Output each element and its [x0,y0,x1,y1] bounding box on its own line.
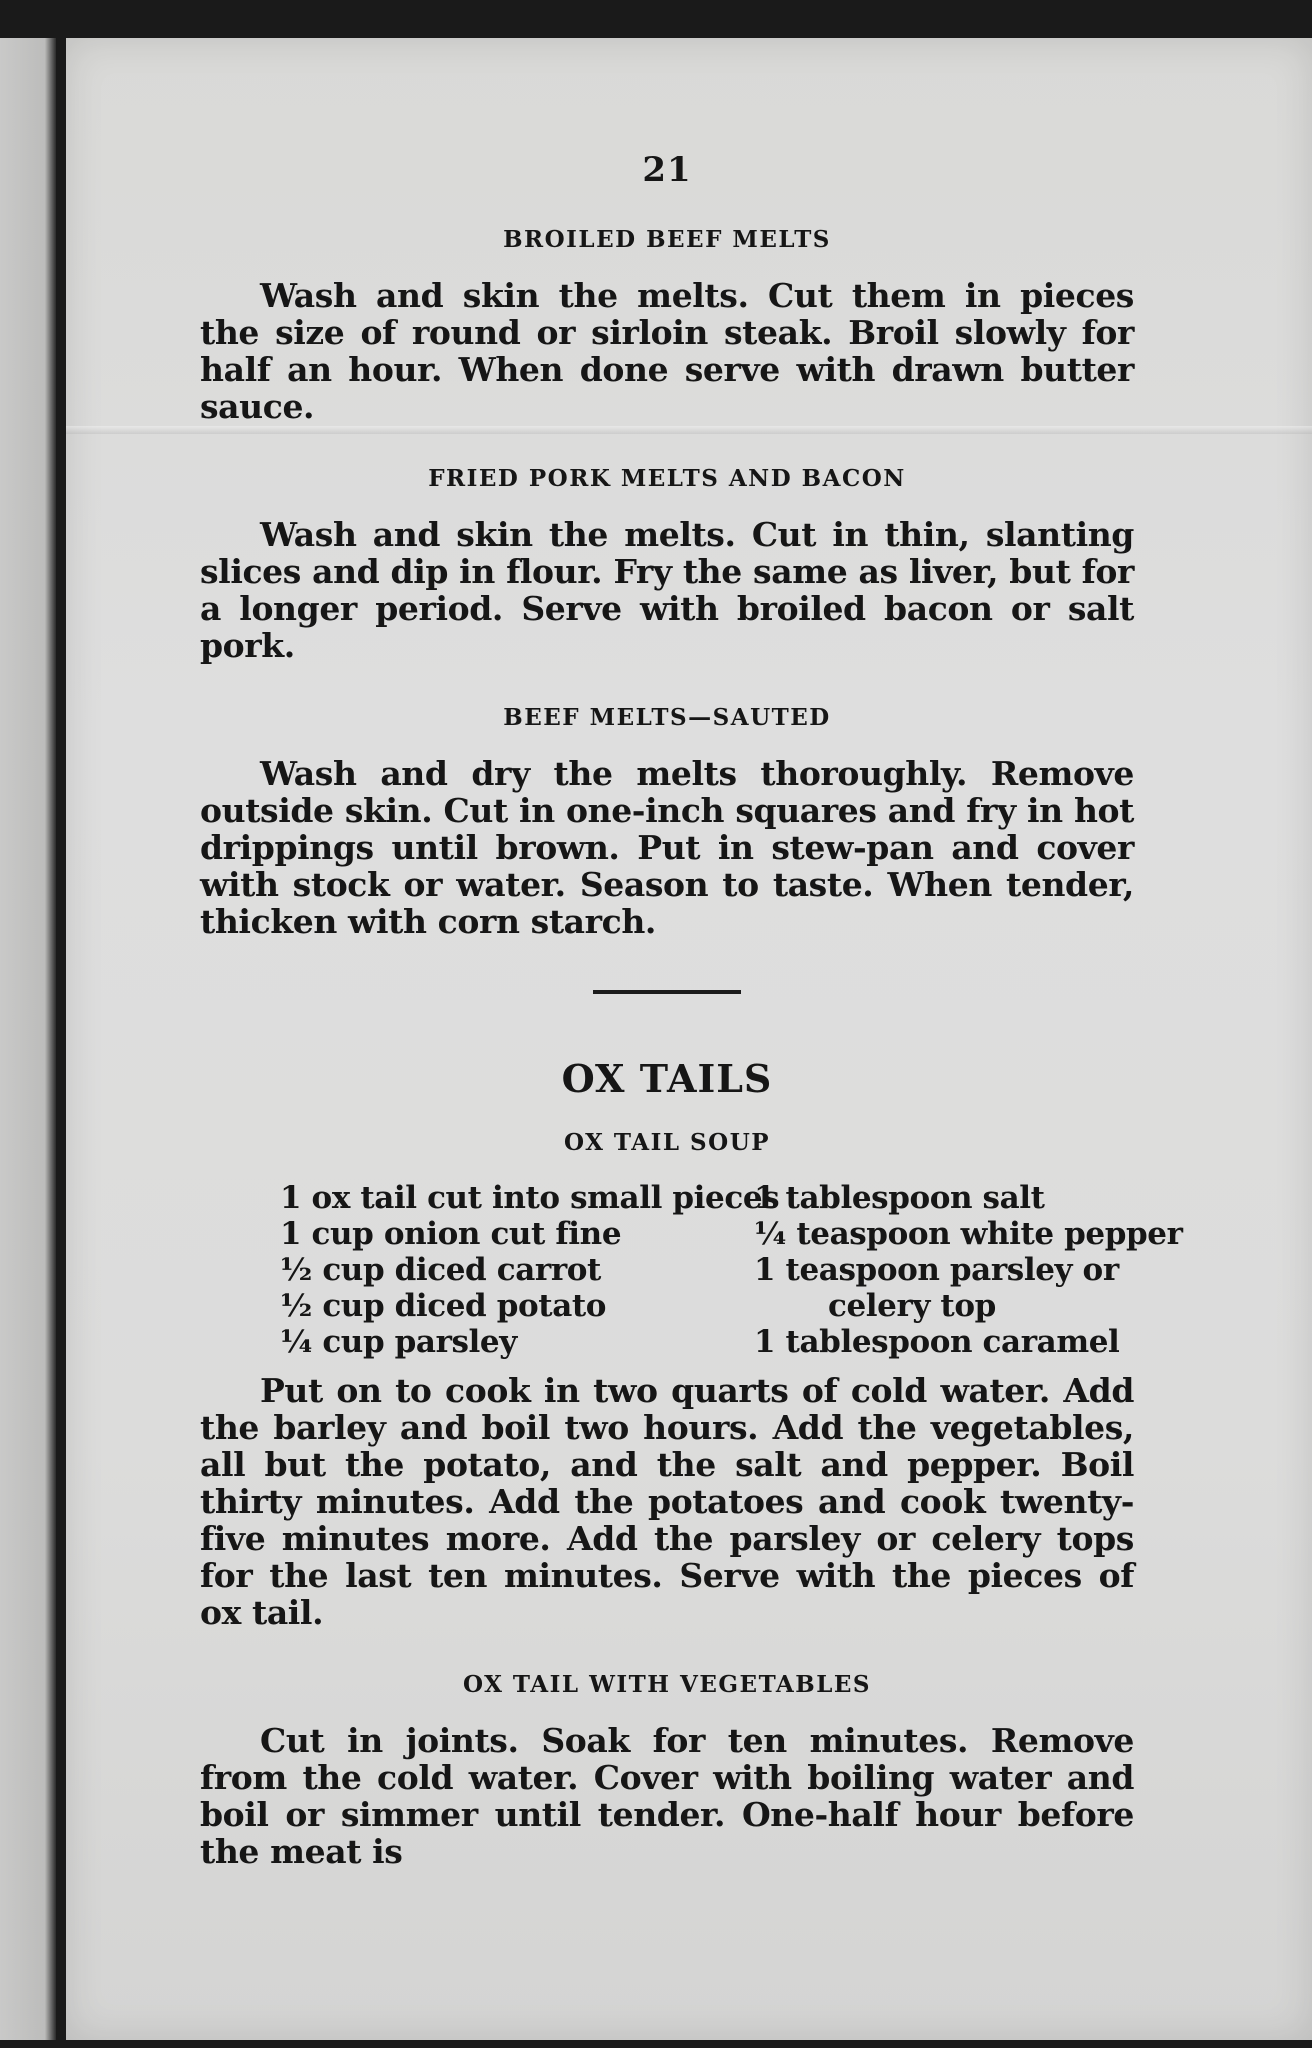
ingredient-item: ¼ cup parsley [280,1324,517,1360]
ingredient-item: ¼ teaspoon white pepper [754,1216,1183,1252]
recipe-body-ox-tail-soup: Put on to cook in two quarts of cold water. Add the barley and boil two hours. Add the vegetables, all but the potato, and the salt and pepper. Boil thirty minutes. Add the potatoes and cook twenty-five minutes more. Add the parsley or celery tops for the last ten minutes. Serve with the pieces of ox tail. [200,1371,1134,1632]
ingredient-column-right [754,1180,1183,1360]
recipe-heading-ox-tail-soup: OX TAIL SOUP [563,1129,771,1156]
recipe-body-fried-pork-melts: Wash and skin the melts. Cut in thin, slanting slices and dip in flour. Fry the same as liver, but for a longer period. Serve with broiled bacon or salt pork. [200,515,1134,665]
section-title-ox-tails: OX TAILS [561,1056,773,1101]
page-number: 21 [642,150,692,190]
page-content [200,150,1183,1910]
ingredient-item: 1 cup onion cut fine [280,1216,622,1252]
recipe-heading-fried-pork-melts: FRIED PORK MELTS AND BACON [428,465,906,492]
facing-page-edge [0,38,56,2040]
recipe-body-beef-melts-sauted: Wash and dry the melts thoroughly. Remove outside skin. Cut in one-inch squares and fry in hot drippings until brown. Put in stew-pan and cover with stock or water. Season to taste. When tender, thicken with corn starch. [200,754,1134,941]
ingredient-item: ½ cup diced carrot [280,1252,601,1288]
recipe-heading-broiled-beef-melts: BROILED BEEF MELTS [503,226,831,253]
ingredient-column-left [200,1180,780,1360]
recipe-body-ox-tail-vegetables: Cut in joints. Soak for ten minutes. Remove from the cold water. Cover with boiling water and boil or simmer until tender. One-half hour before the meat is [200,1721,1134,1871]
ingredient-list [200,1180,1183,1360]
recipe-heading-beef-melts-sauted: BEEF MELTS—SAUTED [503,704,831,731]
recipe-body-broiled-beef-melts: Wash and skin the melts. Cut them in pieces the size of round or sirloin steak. Broil slowly for half an hour. When done serve with drawn butter sauce. [200,276,1134,426]
ingredient-item: 1 tablespoon salt [754,1180,1045,1216]
ingredient-item-continued: celery top [828,1288,996,1324]
ingredient-item: ½ cup diced potato [280,1288,607,1324]
ingredient-item: 1 tablespoon caramel [754,1324,1120,1360]
ingredient-item: 1 teaspoon parsley or [754,1252,1119,1288]
section-divider [593,990,741,994]
ingredient-item: 1 ox tail cut into small pieces [280,1180,780,1216]
recipe-heading-ox-tail-vegetables: OX TAIL WITH VEGETABLES [462,1671,872,1698]
